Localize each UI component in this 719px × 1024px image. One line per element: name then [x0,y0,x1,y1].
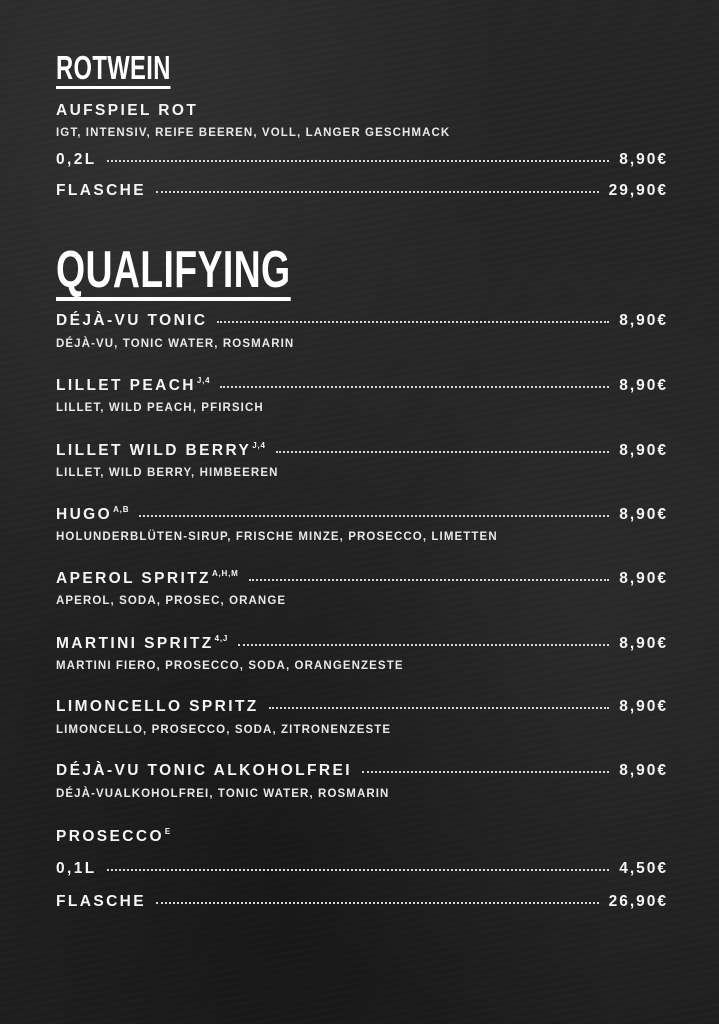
price: 8,90€ [619,762,668,779]
price: 8,90€ [619,635,668,652]
dot-leader [269,707,610,709]
allergen-codes: J,4 [196,376,211,385]
price: 29,90€ [608,182,668,199]
menu-item-row [56,634,668,653]
item-name: LIMONCELLO SPRITZ [56,698,259,715]
item-name: DÉJÀ-VU TONIC ALKOHOLFREI [56,762,352,779]
item-description: LILLET, WILD BERRY, HIMBEEREN [56,467,279,479]
menu-item-row [56,698,668,716]
size-label: FLASCHE [56,182,146,199]
price-row [56,151,668,169]
menu-item-row [56,505,668,524]
dot-leader [238,644,609,646]
menu-item-row [56,312,668,330]
item-name: $HUGO^{A,B}$ [56,505,130,523]
section-title-text: ROTWEIN [56,49,171,86]
dot-leader [107,160,610,162]
menu-item-row [56,441,668,460]
price: 8,90€ [619,442,668,459]
price: 4,50€ [619,860,668,877]
dot-leader [139,515,609,517]
price: 8,90€ [619,506,668,523]
section-title-qualifying [56,241,291,301]
item-name: DÉJÀ-VU TONIC [56,312,208,329]
item-description: HOLUNDERBLÜTEN-SIRUP, FRISCHE MINZE, PROSECCO, LIMETTEN [56,531,498,543]
item-name: LILLET $PEACH^{J,4}$ [56,376,211,394]
item-description: DÉJÀ-VUALKOHOLFREI, TONIC WATER, ROSMARIN [56,788,390,800]
section-title-rotwein [56,51,171,89]
price: 8,90€ [619,151,668,168]
dot-leader [156,902,599,904]
section-title-text: QUALIFYING [56,241,291,299]
dot-leader [156,191,599,193]
menu-item-row [56,376,668,395]
price-row [56,893,668,911]
menu-item-aufspiel-rot [56,102,668,120]
item-description: LIMONCELLO, PROSECCO, SODA, ZITRONENZESTE [56,724,392,736]
item-name: AUFSPIEL ROT [56,102,199,119]
allergen-codes: J,4 [252,441,266,450]
title-underline [56,86,171,89]
item-name: APEROL $SPRITZ^{A,H,M}$ [56,569,239,587]
price-row [56,860,668,878]
item-description: IGT, INTENSIV, REIFE BEEREN, VOLL, LANGER GESCHMACK [56,127,451,139]
dot-leader [217,321,609,323]
price-row [56,182,668,200]
allergen-codes: A,B [113,505,130,514]
price: 8,90€ [619,570,668,587]
item-name: LILLET WILD $BERRY^{J,4}$ [56,441,266,459]
dot-leader [220,386,609,388]
dot-leader [107,869,610,871]
item-description: LILLET, WILD PEACH, PFIRSICH [56,402,264,414]
allergen-codes: E [164,827,172,836]
dot-leader [276,451,609,453]
item-description: DÉJÀ-VU, TONIC WATER, ROSMARIN [56,338,295,350]
size-label: 0,2L [56,151,97,168]
dot-leader [362,771,609,773]
price: 8,90€ [619,312,668,329]
menu-item-row [56,569,668,588]
item-name: MARTINI $SPRITZ^{4,J}$ [56,634,229,652]
allergen-codes: A,H,M [211,569,239,578]
menu-item-row [56,762,668,780]
price: 8,90€ [619,377,668,394]
item-name: $PROSECCO^E$ [56,827,172,845]
item-description: APEROL, SODA, PROSEC, ORANGE [56,595,287,607]
size-label: FLASCHE [56,893,146,910]
menu-item-prosecco [56,827,668,846]
price: 8,90€ [619,698,668,715]
price: 26,90€ [608,893,668,910]
size-label: 0,1L [56,860,97,877]
allergen-codes: 4,J [214,634,229,643]
dot-leader [249,579,610,581]
item-description: MARTINI FIERO, PROSECCO, SODA, ORANGENZESTE [56,660,404,672]
